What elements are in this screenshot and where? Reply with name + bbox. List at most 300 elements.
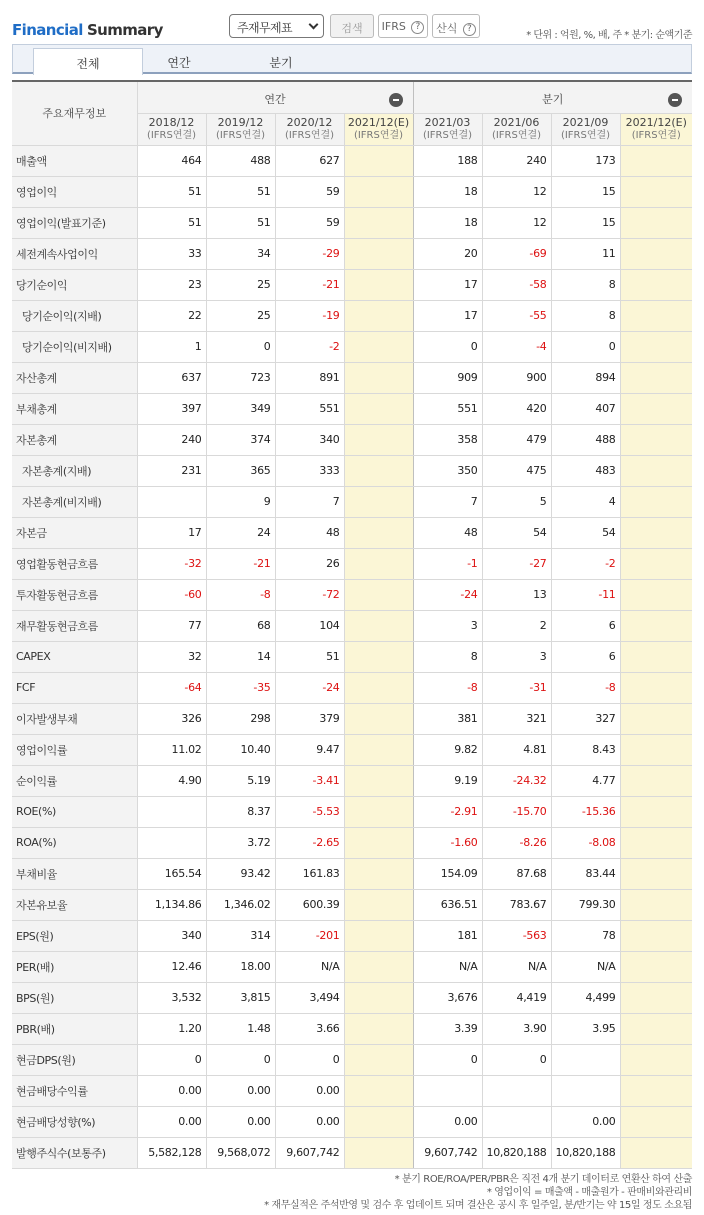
question-icon: ? bbox=[463, 23, 476, 36]
row-label: PBR(배) bbox=[12, 1013, 137, 1044]
table-cell bbox=[344, 641, 413, 672]
table-cell: 59 bbox=[275, 207, 344, 238]
formula-label: 산식 bbox=[436, 22, 458, 35]
row-label: 당기순이익(지배) bbox=[12, 300, 137, 331]
row-label: 부채총계 bbox=[12, 393, 137, 424]
table-cell: 8.37 bbox=[206, 796, 275, 827]
table-cell bbox=[620, 1106, 692, 1137]
footnote: * 재무실적은 주석반영 및 검수 후 업데이트 되며 결산은 공시 후 일주일, 분/반기는 약 15일 정도 소요됨 bbox=[264, 1200, 692, 1211]
table-cell: 488 bbox=[206, 145, 275, 176]
table-row bbox=[12, 486, 692, 517]
tab-quarterly[interactable]: 분기 bbox=[269, 56, 293, 70]
table-cell bbox=[344, 455, 413, 486]
table-cell: 4 bbox=[551, 486, 620, 517]
annual-group-label: 연간 bbox=[264, 93, 286, 106]
row-label: 영업이익(발표기준) bbox=[12, 207, 137, 238]
table-cell: -1 bbox=[413, 548, 482, 579]
table-cell bbox=[620, 672, 692, 703]
table-cell: 51 bbox=[206, 176, 275, 207]
row-label: 자본총계(비지배) bbox=[12, 486, 137, 517]
table-cell: 22 bbox=[137, 300, 206, 331]
table-cell: 5 bbox=[482, 486, 551, 517]
table-cell: 365 bbox=[206, 455, 275, 486]
table-cell: 0 bbox=[413, 331, 482, 362]
row-label: 자산총계 bbox=[12, 362, 137, 393]
table-row bbox=[12, 176, 692, 207]
table-cell: -8 bbox=[551, 672, 620, 703]
table-cell: -24 bbox=[413, 579, 482, 610]
row-label: 당기순이익 bbox=[12, 269, 137, 300]
row-label: 이자발생부채 bbox=[12, 703, 137, 734]
row-label: 현금DPS(원) bbox=[12, 1044, 137, 1075]
table-cell: 1.20 bbox=[137, 1013, 206, 1044]
table-cell: 3.39 bbox=[413, 1013, 482, 1044]
table-cell: 11 bbox=[551, 238, 620, 269]
table-cell: 4,499 bbox=[551, 982, 620, 1013]
table-cell: -24 bbox=[275, 672, 344, 703]
chevron-down-icon bbox=[309, 20, 319, 30]
table-cell: 17 bbox=[413, 269, 482, 300]
table-cell: 891 bbox=[275, 362, 344, 393]
table-cell: 12.46 bbox=[137, 951, 206, 982]
table-cell: 48 bbox=[275, 517, 344, 548]
table-cell: -4 bbox=[482, 331, 551, 362]
table-row bbox=[12, 1075, 692, 1106]
table-cell: -8.08 bbox=[551, 827, 620, 858]
table-cell: 4.77 bbox=[551, 765, 620, 796]
table-cell bbox=[620, 1137, 692, 1168]
table-row bbox=[12, 796, 692, 827]
table-cell: 104 bbox=[275, 610, 344, 641]
table-cell: 3.72 bbox=[206, 827, 275, 858]
table-cell: -8 bbox=[206, 579, 275, 610]
table-row bbox=[12, 610, 692, 641]
table-cell bbox=[344, 1075, 413, 1106]
table-cell: 327 bbox=[551, 703, 620, 734]
table-row bbox=[12, 424, 692, 455]
table-cell: N/A bbox=[551, 951, 620, 982]
period-header bbox=[206, 113, 275, 145]
search-button[interactable]: 검색 bbox=[330, 14, 374, 38]
table-cell: 10,820,188 bbox=[551, 1137, 620, 1168]
table-cell: 18 bbox=[413, 176, 482, 207]
table-cell bbox=[344, 858, 413, 889]
table-cell: 33 bbox=[137, 238, 206, 269]
row-label: PER(배) bbox=[12, 951, 137, 982]
table-cell: 18 bbox=[413, 207, 482, 238]
formula-help-button[interactable] bbox=[432, 14, 480, 38]
table-cell: 188 bbox=[413, 145, 482, 176]
table-cell: 0.00 bbox=[413, 1106, 482, 1137]
period-header bbox=[344, 113, 413, 145]
table-cell: 3,494 bbox=[275, 982, 344, 1013]
table-cell: 23 bbox=[137, 269, 206, 300]
table-cell bbox=[620, 734, 692, 765]
row-label: 매출액 bbox=[12, 145, 137, 176]
statement-type-select[interactable] bbox=[229, 14, 324, 38]
table-cell: 3,676 bbox=[413, 982, 482, 1013]
row-label: ROA(%) bbox=[12, 827, 137, 858]
table-cell: -563 bbox=[482, 920, 551, 951]
table-cell: 9.19 bbox=[413, 765, 482, 796]
table-cell bbox=[620, 765, 692, 796]
table-cell: -8.26 bbox=[482, 827, 551, 858]
table-cell: 4.81 bbox=[482, 734, 551, 765]
table-cell: -55 bbox=[482, 300, 551, 331]
table-row bbox=[12, 920, 692, 951]
table-cell: 0 bbox=[206, 331, 275, 362]
table-cell bbox=[344, 331, 413, 362]
financial-summary-table bbox=[12, 80, 692, 1169]
table-cell bbox=[620, 889, 692, 920]
table-cell bbox=[344, 1106, 413, 1137]
row-label: 부채비율 bbox=[12, 858, 137, 889]
table-row bbox=[12, 1137, 692, 1168]
table-row bbox=[12, 145, 692, 176]
table-cell: 551 bbox=[275, 393, 344, 424]
period-header bbox=[551, 113, 620, 145]
table-cell bbox=[620, 393, 692, 424]
unit-note: * 단위 : 억원, %, 배, 주 * 분기: 순액기준 bbox=[526, 30, 692, 41]
table-cell: 350 bbox=[413, 455, 482, 486]
period-header bbox=[482, 113, 551, 145]
table-cell: -64 bbox=[137, 672, 206, 703]
table-cell: 488 bbox=[551, 424, 620, 455]
table-cell bbox=[482, 1075, 551, 1106]
table-cell: 3,532 bbox=[137, 982, 206, 1013]
table-cell: N/A bbox=[413, 951, 482, 982]
table-cell: N/A bbox=[482, 951, 551, 982]
table-row bbox=[12, 455, 692, 486]
table-cell: 2 bbox=[482, 610, 551, 641]
table-cell: 4.90 bbox=[137, 765, 206, 796]
table-cell: 627 bbox=[275, 145, 344, 176]
ifrs-help-button[interactable] bbox=[378, 14, 428, 38]
table-cell bbox=[344, 1137, 413, 1168]
table-cell: -31 bbox=[482, 672, 551, 703]
table-cell bbox=[344, 424, 413, 455]
period-header bbox=[137, 113, 206, 145]
table-cell: 0 bbox=[551, 331, 620, 362]
table-cell bbox=[620, 517, 692, 548]
table-cell: 600.39 bbox=[275, 889, 344, 920]
table-cell: 48 bbox=[413, 517, 482, 548]
quarter-group-header bbox=[413, 81, 692, 113]
table-cell bbox=[344, 889, 413, 920]
table-cell: 59 bbox=[275, 176, 344, 207]
table-cell bbox=[344, 703, 413, 734]
table-cell: 1 bbox=[137, 331, 206, 362]
row-label: ROE(%) bbox=[12, 796, 137, 827]
period-basis: (IFRS연결) bbox=[422, 130, 473, 141]
header bbox=[0, 0, 704, 44]
row-label: 순이익률 bbox=[12, 765, 137, 796]
table-cell bbox=[413, 1075, 482, 1106]
row-label: 자본유보율 bbox=[12, 889, 137, 920]
table-cell: 475 bbox=[482, 455, 551, 486]
row-label: 자본총계(지배) bbox=[12, 455, 137, 486]
row-label: EPS(원) bbox=[12, 920, 137, 951]
table-cell: -15.36 bbox=[551, 796, 620, 827]
table-cell: 0.00 bbox=[206, 1075, 275, 1106]
table-row bbox=[12, 1044, 692, 1075]
table-cell: 6 bbox=[551, 641, 620, 672]
period-label: 2019/12 bbox=[217, 116, 264, 129]
table-cell: -60 bbox=[137, 579, 206, 610]
table-cell: 7 bbox=[413, 486, 482, 517]
table-cell: 7 bbox=[275, 486, 344, 517]
table-cell bbox=[344, 1044, 413, 1075]
period-label: 2021/12(E) bbox=[347, 116, 410, 129]
table-cell: 32 bbox=[137, 641, 206, 672]
table-cell: 636.51 bbox=[413, 889, 482, 920]
table-row bbox=[12, 982, 692, 1013]
table-cell bbox=[620, 548, 692, 579]
table-cell: 51 bbox=[275, 641, 344, 672]
table-cell: 3.90 bbox=[482, 1013, 551, 1044]
table-cell: -5.53 bbox=[275, 796, 344, 827]
table-row bbox=[12, 331, 692, 362]
table-row bbox=[12, 579, 692, 610]
table-cell: 397 bbox=[137, 393, 206, 424]
table-cell: 358 bbox=[413, 424, 482, 455]
table-cell: 17 bbox=[137, 517, 206, 548]
table-cell: 0.00 bbox=[275, 1106, 344, 1137]
table-cell: 0.00 bbox=[137, 1106, 206, 1137]
footnote: * 분기 ROE/ROA/PER/PBR은 직전 4개 분기 데이터로 연환산 하여 산출 bbox=[394, 1174, 692, 1185]
table-cell bbox=[344, 362, 413, 393]
table-cell: -201 bbox=[275, 920, 344, 951]
table-cell: 4,419 bbox=[482, 982, 551, 1013]
table-row bbox=[12, 548, 692, 579]
table-cell: 173 bbox=[551, 145, 620, 176]
table-cell: 9,607,742 bbox=[413, 1137, 482, 1168]
table-cell bbox=[551, 1044, 620, 1075]
table-cell: -24.32 bbox=[482, 765, 551, 796]
period-header bbox=[275, 113, 344, 145]
table-cell bbox=[137, 796, 206, 827]
table-cell bbox=[344, 672, 413, 703]
table-cell bbox=[620, 1044, 692, 1075]
table-row bbox=[12, 951, 692, 982]
table-cell: 34 bbox=[206, 238, 275, 269]
table-cell: -29 bbox=[275, 238, 344, 269]
table-cell: 420 bbox=[482, 393, 551, 424]
period-label: 2021/06 bbox=[493, 116, 540, 129]
table-cell: 25 bbox=[206, 300, 275, 331]
table-cell: -11 bbox=[551, 579, 620, 610]
table-cell: 5.19 bbox=[206, 765, 275, 796]
table-cell: 87.68 bbox=[482, 858, 551, 889]
table-cell: 1,346.02 bbox=[206, 889, 275, 920]
table-cell bbox=[620, 207, 692, 238]
table-row bbox=[12, 703, 692, 734]
table-cell: 51 bbox=[206, 207, 275, 238]
row-label: 발행주식수(보통주) bbox=[12, 1137, 137, 1168]
table-cell bbox=[344, 920, 413, 951]
table-cell: 9.47 bbox=[275, 734, 344, 765]
table-cell: 0 bbox=[275, 1044, 344, 1075]
table-cell: 13 bbox=[482, 579, 551, 610]
table-cell: 83.44 bbox=[551, 858, 620, 889]
table-cell: 321 bbox=[482, 703, 551, 734]
table-cell bbox=[344, 734, 413, 765]
table-cell bbox=[620, 982, 692, 1013]
table-cell bbox=[344, 486, 413, 517]
table-cell: 77 bbox=[137, 610, 206, 641]
table-cell: 374 bbox=[206, 424, 275, 455]
ifrs-label: IFRS bbox=[381, 20, 406, 33]
table-row bbox=[12, 300, 692, 331]
table-cell bbox=[344, 982, 413, 1013]
row-label: 당기순이익(비지배) bbox=[12, 331, 137, 362]
table-cell: -35 bbox=[206, 672, 275, 703]
table-cell: -2 bbox=[551, 548, 620, 579]
period-basis: (IFRS연결) bbox=[146, 130, 197, 141]
table-cell: N/A bbox=[275, 951, 344, 982]
table-cell bbox=[344, 269, 413, 300]
table-cell bbox=[620, 858, 692, 889]
table-cell bbox=[137, 486, 206, 517]
footnote: * 영업이익 = 매출액 - 매출원가 - 판매비와관리비 bbox=[486, 1187, 692, 1198]
table-cell bbox=[620, 145, 692, 176]
period-tabs bbox=[12, 44, 692, 74]
table-cell: -32 bbox=[137, 548, 206, 579]
footnotes bbox=[264, 1173, 692, 1212]
table-cell: 51 bbox=[137, 176, 206, 207]
table-row bbox=[12, 238, 692, 269]
table-row bbox=[12, 1106, 692, 1137]
table-cell: 551 bbox=[413, 393, 482, 424]
table-cell: -72 bbox=[275, 579, 344, 610]
table-cell: 381 bbox=[413, 703, 482, 734]
table-cell: 8 bbox=[551, 300, 620, 331]
table-cell bbox=[620, 1075, 692, 1106]
collapse-annual-icon[interactable] bbox=[389, 93, 403, 107]
table-cell: 54 bbox=[551, 517, 620, 548]
table-cell: 909 bbox=[413, 362, 482, 393]
table-cell: 483 bbox=[551, 455, 620, 486]
period-basis: (IFRS연결) bbox=[284, 130, 335, 141]
table-cell: 407 bbox=[551, 393, 620, 424]
row-label: 자본총계 bbox=[12, 424, 137, 455]
table-cell: 10,820,188 bbox=[482, 1137, 551, 1168]
table-cell: 18.00 bbox=[206, 951, 275, 982]
annual-group-header bbox=[137, 81, 413, 113]
table-cell bbox=[344, 827, 413, 858]
period-basis: (IFRS연결) bbox=[491, 130, 542, 141]
table-row bbox=[12, 393, 692, 424]
table-cell bbox=[620, 238, 692, 269]
table-cell: 799.30 bbox=[551, 889, 620, 920]
period-header bbox=[620, 113, 692, 145]
collapse-quarter-icon[interactable] bbox=[668, 93, 682, 107]
table-cell: -2.91 bbox=[413, 796, 482, 827]
table-cell bbox=[344, 548, 413, 579]
table-cell bbox=[344, 579, 413, 610]
table-cell bbox=[620, 300, 692, 331]
row-label: BPS(원) bbox=[12, 982, 137, 1013]
corner-header: 주요재무정보 bbox=[12, 81, 137, 145]
table-cell: 0.00 bbox=[275, 1075, 344, 1106]
table-cell: 0.00 bbox=[551, 1106, 620, 1137]
table-row bbox=[12, 672, 692, 703]
table-cell: 637 bbox=[137, 362, 206, 393]
table-cell: -27 bbox=[482, 548, 551, 579]
table-cell: 78 bbox=[551, 920, 620, 951]
table-cell: 6 bbox=[551, 610, 620, 641]
row-label: 영업활동현금흐름 bbox=[12, 548, 137, 579]
table-cell: 0 bbox=[137, 1044, 206, 1075]
table-cell bbox=[344, 300, 413, 331]
table-cell: -2.65 bbox=[275, 827, 344, 858]
period-basis: (IFRS연결) bbox=[215, 130, 266, 141]
table-cell bbox=[482, 1106, 551, 1137]
tab-annual[interactable]: 연간 bbox=[167, 56, 191, 70]
table-cell bbox=[620, 424, 692, 455]
table-cell: 0 bbox=[206, 1044, 275, 1075]
table-cell: 1.48 bbox=[206, 1013, 275, 1044]
period-label: 2021/09 bbox=[562, 116, 609, 129]
table-cell: -21 bbox=[206, 548, 275, 579]
table-cell: 14 bbox=[206, 641, 275, 672]
table-cell bbox=[620, 176, 692, 207]
row-label: 현금배당수익률 bbox=[12, 1075, 137, 1106]
table-cell bbox=[344, 176, 413, 207]
table-cell bbox=[620, 486, 692, 517]
row-label: 투자활동현금흐름 bbox=[12, 579, 137, 610]
table-cell: 231 bbox=[137, 455, 206, 486]
table-cell: 12 bbox=[482, 207, 551, 238]
table-cell bbox=[344, 765, 413, 796]
table-cell bbox=[620, 579, 692, 610]
table-cell: 3 bbox=[413, 610, 482, 641]
table-cell: 51 bbox=[137, 207, 206, 238]
table-cell: 9.82 bbox=[413, 734, 482, 765]
row-label: 재무활동현금흐름 bbox=[12, 610, 137, 641]
table-cell bbox=[620, 641, 692, 672]
table-cell: -15.70 bbox=[482, 796, 551, 827]
table-row bbox=[12, 827, 692, 858]
table-cell: 340 bbox=[275, 424, 344, 455]
table-cell: 340 bbox=[137, 920, 206, 951]
table-cell: 24 bbox=[206, 517, 275, 548]
table-cell: 0 bbox=[413, 1044, 482, 1075]
table-cell: -1.60 bbox=[413, 827, 482, 858]
period-label: 2018/12 bbox=[148, 116, 195, 129]
period-basis: (IFRS연결) bbox=[560, 130, 611, 141]
table-cell: 240 bbox=[137, 424, 206, 455]
row-label: 세전계속사업이익 bbox=[12, 238, 137, 269]
question-icon: ? bbox=[411, 21, 424, 34]
tab-all[interactable]: 전체 bbox=[33, 48, 143, 75]
table-cell: 10.40 bbox=[206, 734, 275, 765]
table-cell bbox=[620, 796, 692, 827]
table-cell: 479 bbox=[482, 424, 551, 455]
table-cell bbox=[344, 145, 413, 176]
table-cell: 11.02 bbox=[137, 734, 206, 765]
table-row bbox=[12, 858, 692, 889]
table-cell: 783.67 bbox=[482, 889, 551, 920]
table-cell bbox=[344, 207, 413, 238]
row-label: 현금배당성향(%) bbox=[12, 1106, 137, 1137]
row-label: FCF bbox=[12, 672, 137, 703]
table-cell: 326 bbox=[137, 703, 206, 734]
period-header bbox=[413, 113, 482, 145]
table-row bbox=[12, 641, 692, 672]
table-cell: 3,815 bbox=[206, 982, 275, 1013]
table-cell: 12 bbox=[482, 176, 551, 207]
